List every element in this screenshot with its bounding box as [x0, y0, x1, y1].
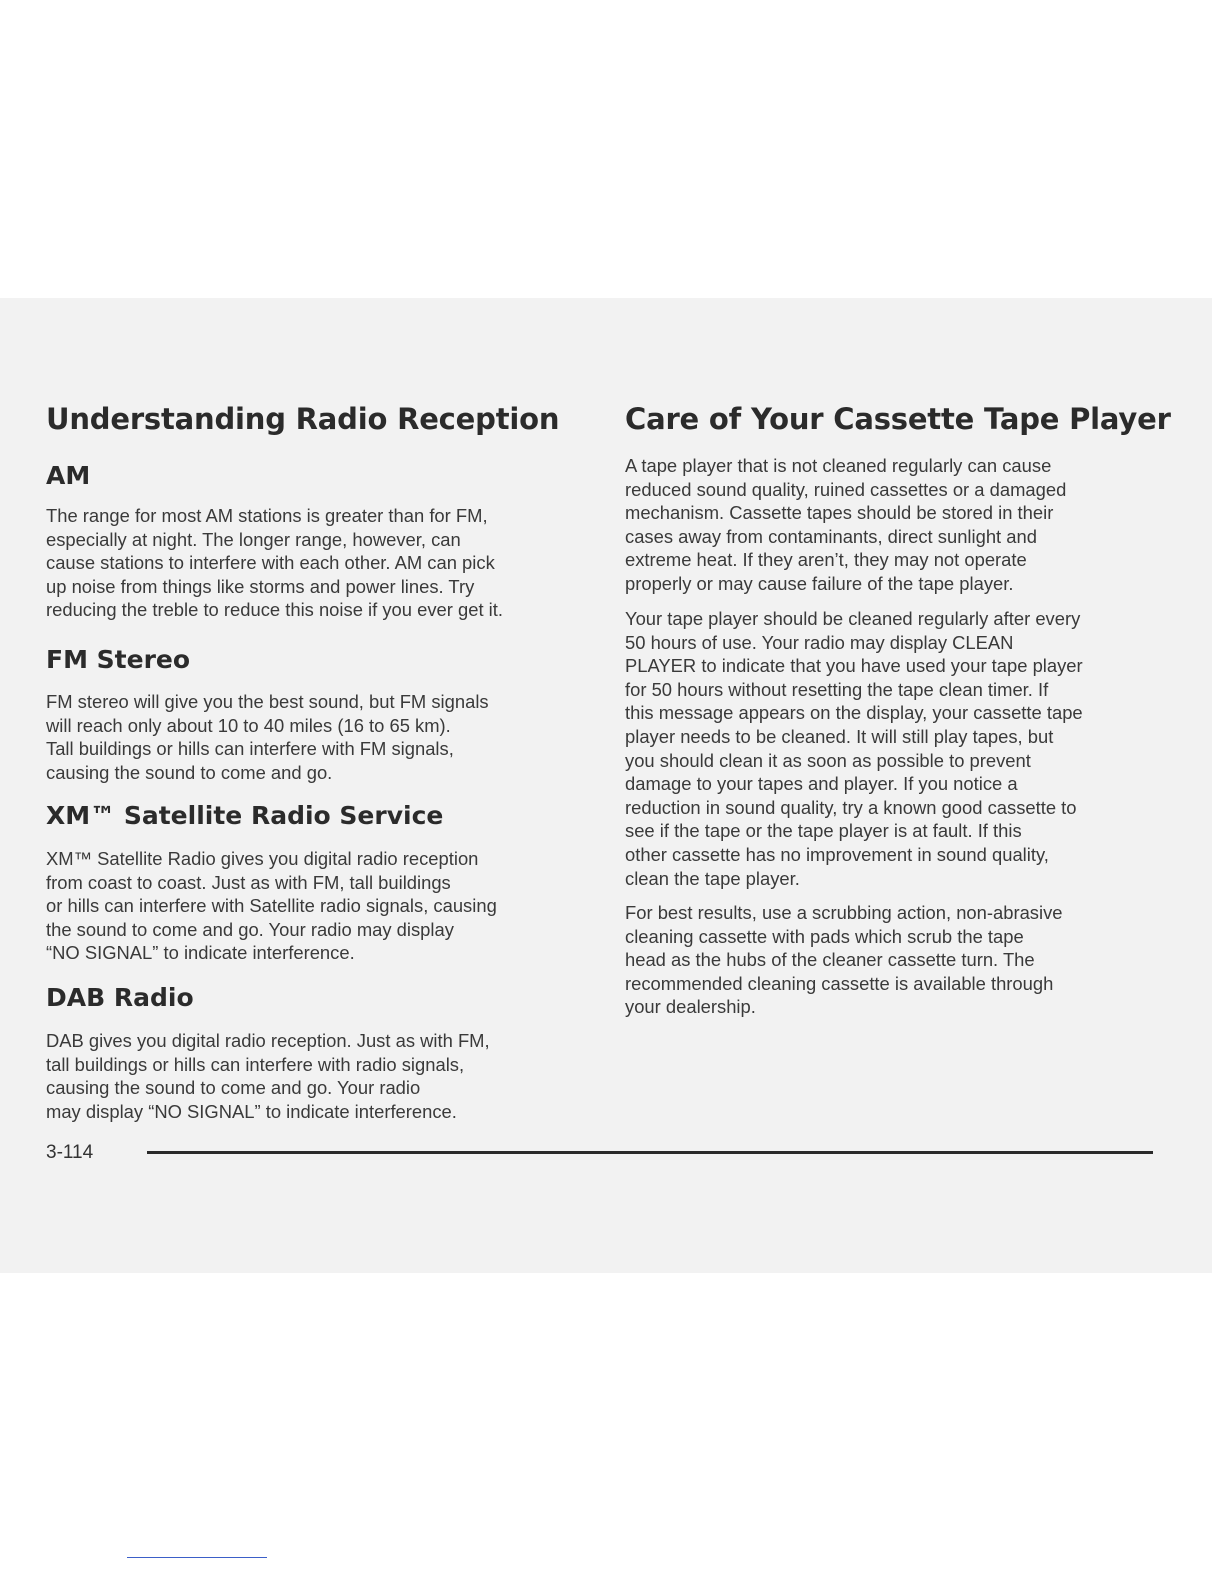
text-line: your dealership.: [625, 996, 756, 1018]
text-line: For best results, use a scrubbing action, non-abrasive: [625, 902, 1063, 923]
text-line: Tall buildings or hills can interfere with FM signals,: [46, 738, 454, 760]
text-line: damage to your tapes and player. If you notice a: [625, 773, 1018, 795]
text-line: cause stations to interfere with each other. AM can pick: [46, 552, 495, 574]
text-line: for 50 hours without resetting the tape clean timer. If: [625, 678, 1049, 700]
text-line: from coast to coast. Just as with FM, tall buildings: [46, 871, 451, 893]
text-line: up noise from things like storms and power lines. Try: [46, 575, 475, 597]
text-line: the sound to come and go. Your radio may display: [46, 918, 454, 940]
text-line: or hills can interfere with Satellite radio signals, causing: [46, 895, 497, 917]
text-line: causing the sound to come and go.: [46, 761, 333, 783]
cassette-paragraph-1: [625, 454, 1066, 596]
page-title-cassette-care: Care of Your Cassette Tape Player: [625, 402, 1171, 436]
text-line: especially at night. The longer range, however, can: [46, 528, 461, 550]
section-heading-xm-satellite: XM™ Satellite Radio Service: [46, 801, 444, 830]
text-line: reduced sound quality, ruined cassettes or a damaged: [625, 478, 1067, 500]
text-line: other cassette has no improvement in sound quality,: [625, 843, 1049, 865]
dab-paragraph: [46, 1029, 490, 1123]
text-line: see if the tape or the tape player is at fault. If this: [625, 820, 1022, 842]
text-line: reducing the treble to reduce this noise if you ever get it.: [46, 599, 503, 621]
text-line: causing the sound to come and go. Your radio: [46, 1077, 421, 1099]
page-title-radio-reception: Understanding Radio Reception: [46, 402, 560, 436]
text-line: Your tape player should be cleaned regularly after every: [625, 608, 1081, 629]
text-line: tall buildings or hills can interfere with radio signals,: [46, 1053, 465, 1075]
text-line: will reach only about 10 to 40 miles (16 to 65 km).: [46, 714, 451, 736]
text-line: cases away from contaminants, direct sunlight and: [625, 525, 1037, 547]
text-line: may display “NO SIGNAL” to indicate interference.: [46, 1100, 457, 1122]
text-line: PLAYER to indicate that you have used your tape player: [625, 655, 1083, 677]
text-line: A tape player that is not cleaned regularly can cause: [625, 455, 1052, 476]
text-line: properly or may cause failure of the tape player.: [625, 572, 1014, 594]
section-heading-dab-radio: DAB Radio: [46, 983, 194, 1012]
section-heading-fm-stereo: FM Stereo: [46, 645, 191, 674]
xm-paragraph: [46, 847, 497, 965]
text-line: reduction in sound quality, try a known good cassette to: [625, 796, 1077, 818]
page-number: 3-114: [46, 1142, 94, 1163]
bottom-link-underline: [127, 1557, 267, 1558]
text-line: this message appears on the display, your cassette tape: [625, 702, 1083, 724]
text-line: DAB gives you digital radio reception. Just as with FM,: [46, 1030, 490, 1051]
text-line: you should clean it as soon as possible to prevent: [625, 749, 1031, 771]
am-paragraph: [46, 504, 503, 622]
text-line: extreme heat. If they aren’t, they may not operate: [625, 549, 1027, 571]
text-line: XM™ Satellite Radio gives you digital radio reception: [46, 848, 479, 869]
text-line: head as the hubs of the cleaner cassette turn. The: [625, 949, 1035, 971]
manual-page: [0, 298, 1212, 1273]
text-line: mechanism. Cassette tapes should be stored in their: [625, 502, 1054, 524]
text-line: FM stereo will give you the best sound, but FM signals: [46, 691, 489, 712]
text-line: cleaning cassette with pads which scrub the tape: [625, 925, 1024, 947]
section-heading-am: AM: [46, 461, 91, 490]
text-line: clean the tape player.: [625, 867, 800, 889]
text-line: “NO SIGNAL” to indicate interference.: [46, 942, 355, 964]
text-line: The range for most AM stations is greater than for FM,: [46, 505, 488, 526]
text-line: recommended cleaning cassette is available through: [625, 972, 1054, 994]
text-line: 50 hours of use. Your radio may display CLEAN: [625, 631, 1014, 653]
text-line: player needs to be cleaned. It will still play tapes, but: [625, 725, 1054, 747]
cassette-paragraph-3: [625, 901, 1063, 1019]
cassette-paragraph-2: [625, 607, 1083, 890]
fm-paragraph: [46, 690, 489, 784]
footer-divider: [147, 1151, 1153, 1154]
